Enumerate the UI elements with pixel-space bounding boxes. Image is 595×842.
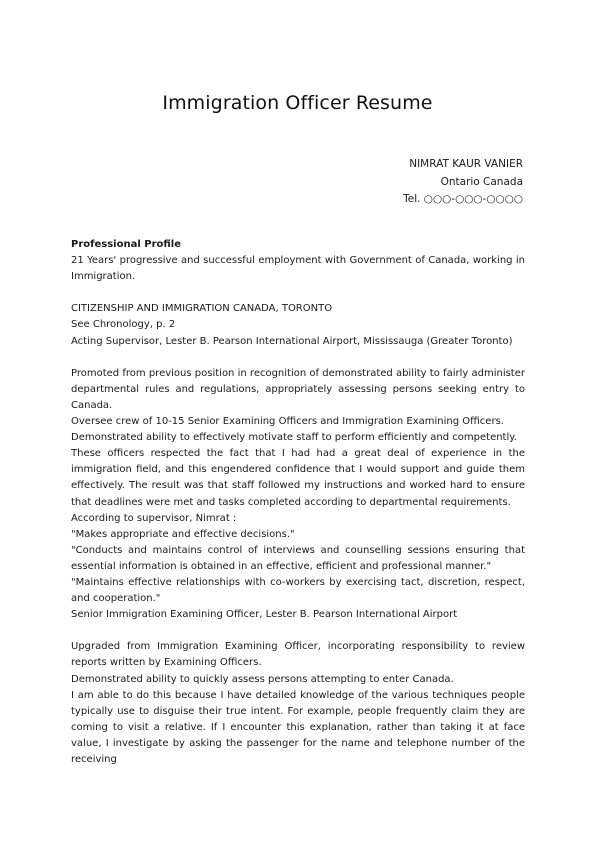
body-paragraph: I am able to do this because I have detailed knowledge of the various techniques people typically use to disguise their true intent. For example, people frequently claim they are coming to visit a relative. If I encounter this explanation, rather than taking it at face value, I investigate by asking the passenger for the name and telephone number of the receiving xyxy=(71,689,525,765)
body-paragraph: Senior Immigration Examining Officer, Lester B. Pearson International Airport xyxy=(71,609,458,621)
body-paragraph: 21 Years' progressive and successful employment with Government of Canada, working in Immigration. xyxy=(71,255,525,283)
paragraph-spacer xyxy=(71,623,525,639)
body-paragraph: Promoted from previous position in recognition of demonstrated ability to fairly administer departmental rules and regulations, appropriately assessing persons seeking entry to Canada. xyxy=(71,367,525,411)
body-paragraph: Upgraded from Immigration Examining Officer, incorporating responsibility to review reports written by Examining Officers. xyxy=(71,641,525,669)
section-heading-professional-profile: Professional Profile xyxy=(71,239,181,250)
body-paragraph: CITIZENSHIP AND IMMIGRATION CANADA, TORONTO xyxy=(71,303,333,315)
paragraph-spacer xyxy=(71,285,525,301)
body-paragraph: Acting Supervisor, Lester B. Pearson International Airport, Mississauga (Greater Toronto) xyxy=(71,335,513,347)
body-paragraph: See Chronology, p. 2 xyxy=(71,319,176,331)
body-paragraph: According to supervisor, Nimrat : xyxy=(71,512,237,524)
paragraph-spacer xyxy=(71,350,525,366)
body-paragraph: "Makes appropriate and effective decisions." xyxy=(71,528,295,540)
paragraph-list xyxy=(71,253,525,768)
body-paragraph: "Conducts and maintains control of interviews and counselling sessions ensuring that essential information is obtained in an effective, efficient and professional manner." xyxy=(71,544,525,572)
body-paragraph: These officers respected the fact that I had had a great deal of experience in the immigration field, and this engendered confidence that I would support and guide them effectively. The result was that staff followed my instructions and worked hard to ensure that deadlines were met and tasks completed according to departmental requirements. xyxy=(71,448,525,508)
contact-phone: Tel. ○○○-○○○-○○○○ xyxy=(403,193,523,205)
resume-body xyxy=(71,237,525,768)
body-paragraph: "Maintains effective relationships with co-workers by exercising tact, discretion, respect, and cooperation." xyxy=(71,576,525,605)
body-paragraph: Demonstrated ability to effectively motivate staff to perform efficiently and competently. xyxy=(71,432,517,444)
contact-block xyxy=(403,156,523,209)
body-paragraph: Oversee crew of 10-15 Senior Examining Officers and Immigration Examining Officers. xyxy=(71,416,504,428)
document-title: Immigration Officer Resume xyxy=(162,92,433,114)
body-paragraph: Demonstrated ability to quickly assess persons attempting to enter Canada. xyxy=(71,673,454,685)
contact-location: Ontario Canada xyxy=(440,175,523,188)
contact-name: NIMRAT KAUR VANIER xyxy=(409,158,523,170)
